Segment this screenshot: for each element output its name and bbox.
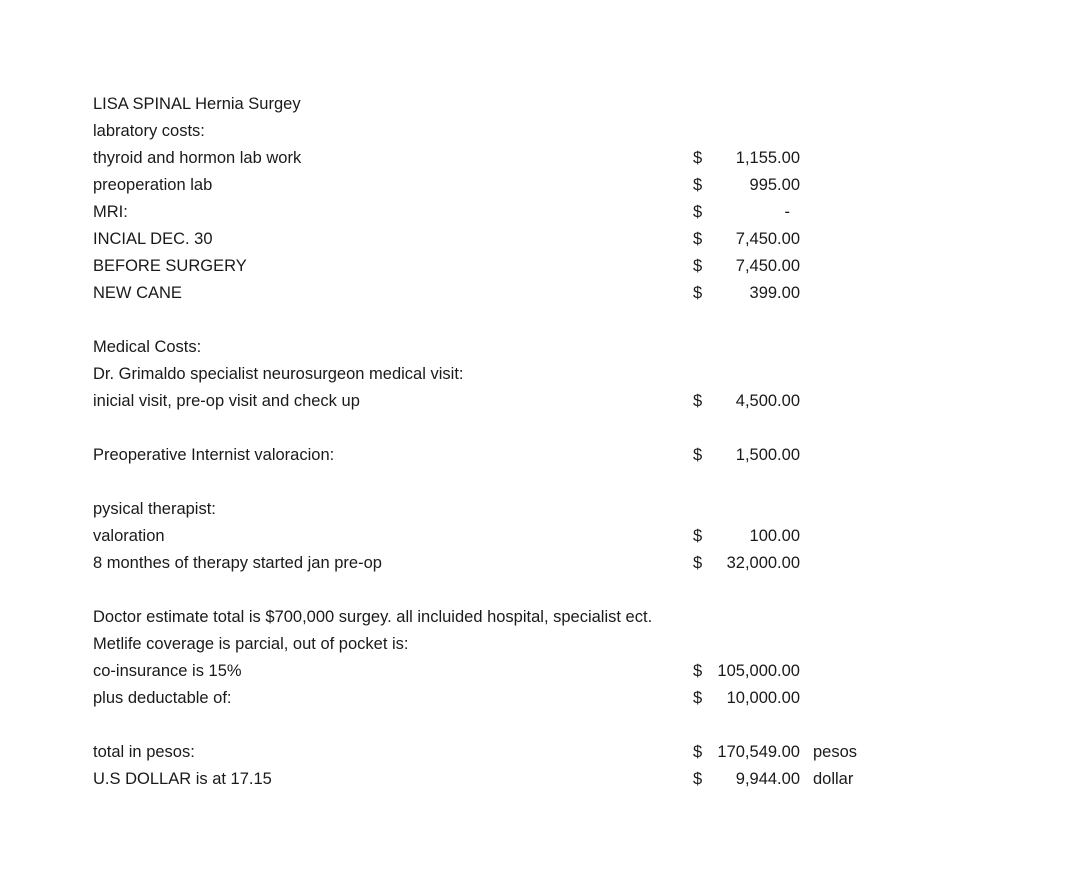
currency-symbol: $: [693, 662, 703, 680]
section-header-therapy: pysical therapist:: [93, 500, 216, 518]
currency-symbol: $: [693, 149, 703, 167]
cost-row: [93, 442, 993, 469]
currency-symbol: $: [693, 689, 703, 707]
currency-symbol: $: [693, 284, 703, 302]
cost-row: [93, 685, 993, 712]
cost-amount: 1,500.00: [735, 446, 800, 464]
section-header-row: [93, 334, 993, 361]
cost-label: thyroid and hormon lab work: [93, 149, 302, 167]
cost-label: NEW CANE: [93, 284, 182, 302]
currency-symbol: $: [693, 230, 703, 248]
cost-amount: 7,450.00: [735, 230, 800, 248]
section-header-row: [93, 496, 993, 523]
section-header-laboratory: labratory costs:: [93, 122, 205, 140]
unit-label: pesos: [813, 743, 858, 761]
cost-label: Preoperative Internist valoracion:: [93, 446, 335, 464]
cost-label: co-insurance is 15%: [93, 662, 242, 680]
cost-amount: 995.00: [749, 176, 800, 194]
cost-amount: 1,155.00: [735, 149, 800, 167]
cost-row: [93, 172, 993, 199]
cost-label: inicial visit, pre-op visit and check up: [93, 392, 360, 410]
total-amount: 170,549.00: [717, 743, 800, 761]
total-row: [93, 766, 993, 793]
cost-label: 8 monthes of therapy started jan pre-op: [93, 554, 382, 572]
cost-row: [93, 280, 993, 307]
text-row: [93, 631, 993, 658]
cost-amount: 399.00: [749, 284, 800, 302]
currency-symbol: $: [693, 392, 703, 410]
cost-row: [93, 388, 993, 415]
section-header-row: [93, 118, 993, 145]
cost-row: [93, 199, 993, 226]
cost-amount: 10,000.00: [726, 689, 800, 707]
currency-symbol: $: [693, 203, 703, 221]
cost-amount: 7,450.00: [735, 257, 800, 275]
currency-symbol: $: [693, 743, 703, 761]
exchange-rate-label: U.S DOLLAR is at 17.15: [93, 770, 272, 788]
cost-row: [93, 253, 993, 280]
cost-amount: 105,000.00: [717, 662, 800, 680]
cost-row: [93, 523, 993, 550]
currency-symbol: $: [693, 257, 703, 275]
title-row: [93, 91, 993, 118]
cost-row: [93, 658, 993, 685]
section-header-medical: Medical Costs:: [93, 338, 202, 356]
blank-row: [93, 712, 993, 739]
blank-row: [93, 577, 993, 604]
doctor-visit-label: Dr. Grimaldo specialist neurosurgeon medical visit:: [93, 365, 464, 383]
spreadsheet-area: [93, 91, 993, 793]
currency-symbol: $: [693, 554, 703, 572]
cost-amount: -: [784, 203, 790, 221]
currency-symbol: $: [693, 176, 703, 194]
cost-label: BEFORE SURGERY: [93, 257, 247, 275]
total-row: [93, 739, 993, 766]
cost-amount: 100.00: [749, 527, 800, 545]
cost-amount: 32,000.00: [726, 554, 800, 572]
coverage-note: Metlife coverage is parcial, out of pocket is:: [93, 635, 409, 653]
doctor-estimate-note: Doctor estimate total is $700,000 surgey. all incluided hospital, specialist ect.: [93, 608, 653, 626]
cost-label: INCIAL DEC. 30: [93, 230, 213, 248]
blank-row: [93, 415, 993, 442]
cost-label: valoration: [93, 527, 165, 545]
total-amount: 9,944.00: [735, 770, 800, 788]
cost-label: preoperation lab: [93, 176, 213, 194]
text-row: [93, 604, 993, 631]
cost-label: plus deductable of:: [93, 689, 232, 707]
blank-row: [93, 307, 993, 334]
cost-label: MRI:: [93, 203, 128, 221]
unit-label: dollar: [813, 770, 854, 788]
currency-symbol: $: [693, 770, 703, 788]
cost-row: [93, 145, 993, 172]
blank-row: [93, 469, 993, 496]
total-label: total in pesos:: [93, 743, 195, 761]
currency-symbol: $: [693, 527, 703, 545]
cost-row: [93, 226, 993, 253]
currency-symbol: $: [693, 446, 703, 464]
document-title: LISA SPINAL Hernia Surgey: [93, 95, 301, 113]
text-row: [93, 361, 993, 388]
cost-amount: 4,500.00: [735, 392, 800, 410]
cost-row: [93, 550, 993, 577]
